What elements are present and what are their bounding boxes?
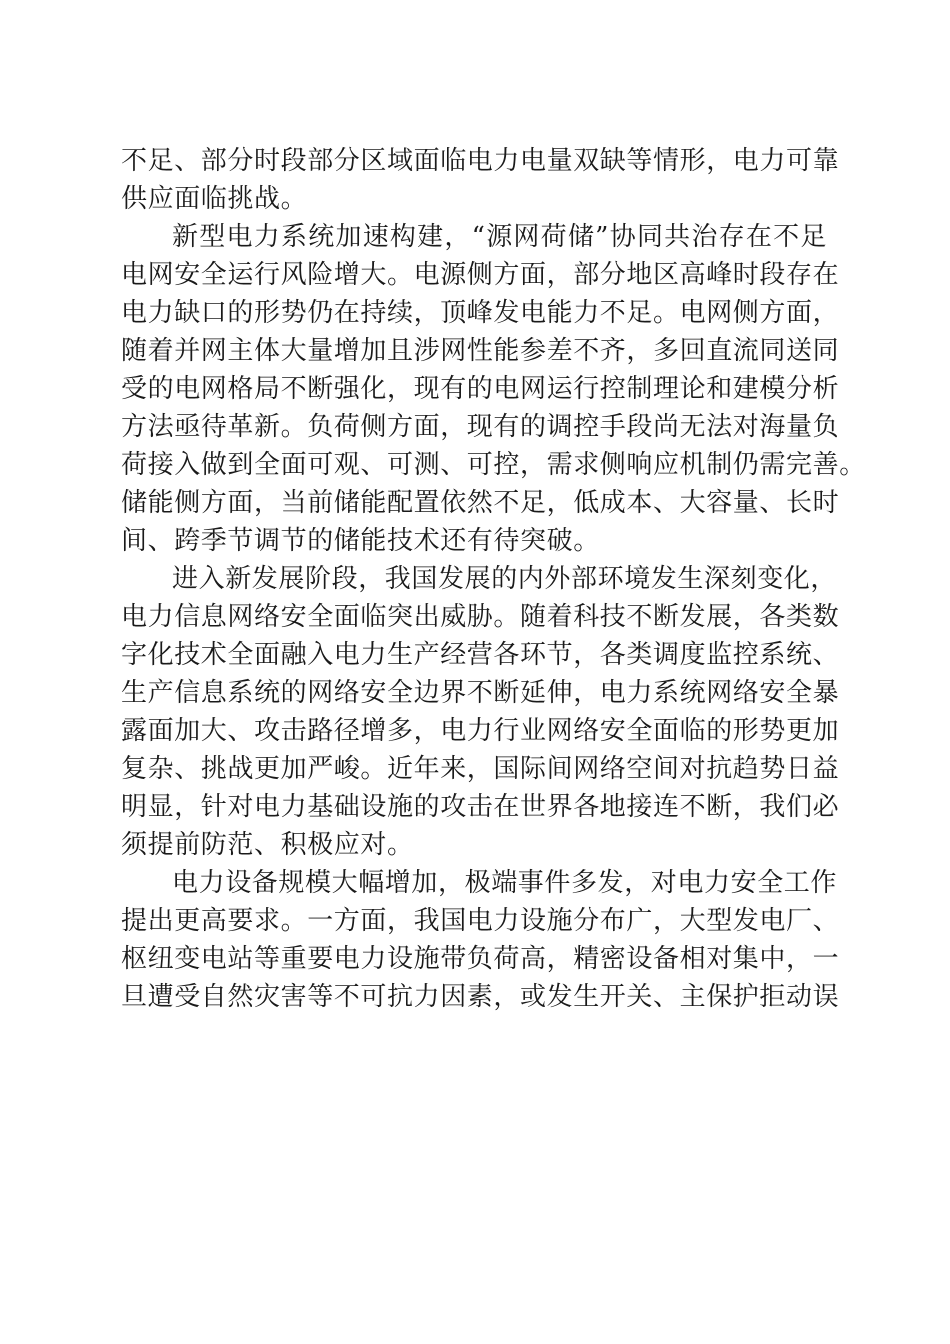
paragraph (121, 560, 840, 864)
text-line: 新型电力系统加速构建，“源网荷储”协同共治存在不足 (172, 222, 827, 252)
text-line: 进入新发展阶段，我国发展的内外部环境发生深刻变化， (172, 564, 838, 594)
text-line: 枢纽变电站等重要电力设施带负荷高，精密设备相对集中，一 (121, 944, 840, 974)
text-line: 不足、部分时段部分区域面临电力电量双缺等情形，电力可靠 (121, 146, 840, 176)
body-text (121, 142, 866, 1016)
paragraph (121, 142, 840, 218)
paragraph (121, 864, 840, 1016)
text-line: 间、跨季节调节的储能技术还有待突破。 (121, 526, 600, 556)
text-line: 露面加大、攻击路径增多，电力行业网络安全面临的形势更加 (121, 716, 840, 746)
text-line: 提出更高要求。一方面，我国电力设施分布广，大型发电厂、 (121, 906, 840, 936)
text-line: 方法亟待革新。负荷侧方面，现有的调控手段尚无法对海量负 (121, 412, 840, 442)
text-line: 电力信息网络安全面临突出威胁。随着科技不断发展，各类数 (121, 602, 840, 632)
text-line: 明显，针对电力基础设施的攻击在世界各地接连不断，我们必 (121, 792, 840, 822)
text-line: 电网安全运行风险增大。电源侧方面，部分地区高峰时段存在 (121, 260, 840, 290)
text-line: 须提前防范、积极应对。 (121, 830, 414, 860)
text-line: 电力设备规模大幅增加，极端事件多发，对电力安全工作 (172, 868, 838, 898)
text-line: 储能侧方面，当前储能配置依然不足，低成本、大容量、长时 (121, 488, 840, 518)
text-line: 受的电网格局不断强化，现有的电网运行控制理论和建模分析 (121, 374, 840, 404)
text-line: 供应面临挑战。 (121, 184, 308, 214)
text-line: 旦遭受自然灾害等不可抗力因素，或发生开关、主保护拒动误 (121, 982, 840, 1012)
text-line: 字化技术全面融入电力生产经营各环节，各类调度监控系统、 (121, 640, 840, 670)
text-line: 生产信息系统的网络安全边界不断延伸，电力系统网络安全暴 (121, 678, 840, 708)
text-line: 电力缺口的形势仍在持续，顶峰发电能力不足。电网侧方面， (121, 298, 840, 328)
text-line: 复杂、挑战更加严峻。近年来，国际间网络空间对抗趋势日益 (121, 754, 840, 784)
paragraph (121, 218, 866, 560)
text-line: 荷接入做到全面可观、可测、可控，需求侧响应机制仍需完善。 (121, 450, 866, 480)
text-line: 随着并网主体大量增加且涉网性能参差不齐，多回直流同送同 (121, 336, 840, 366)
